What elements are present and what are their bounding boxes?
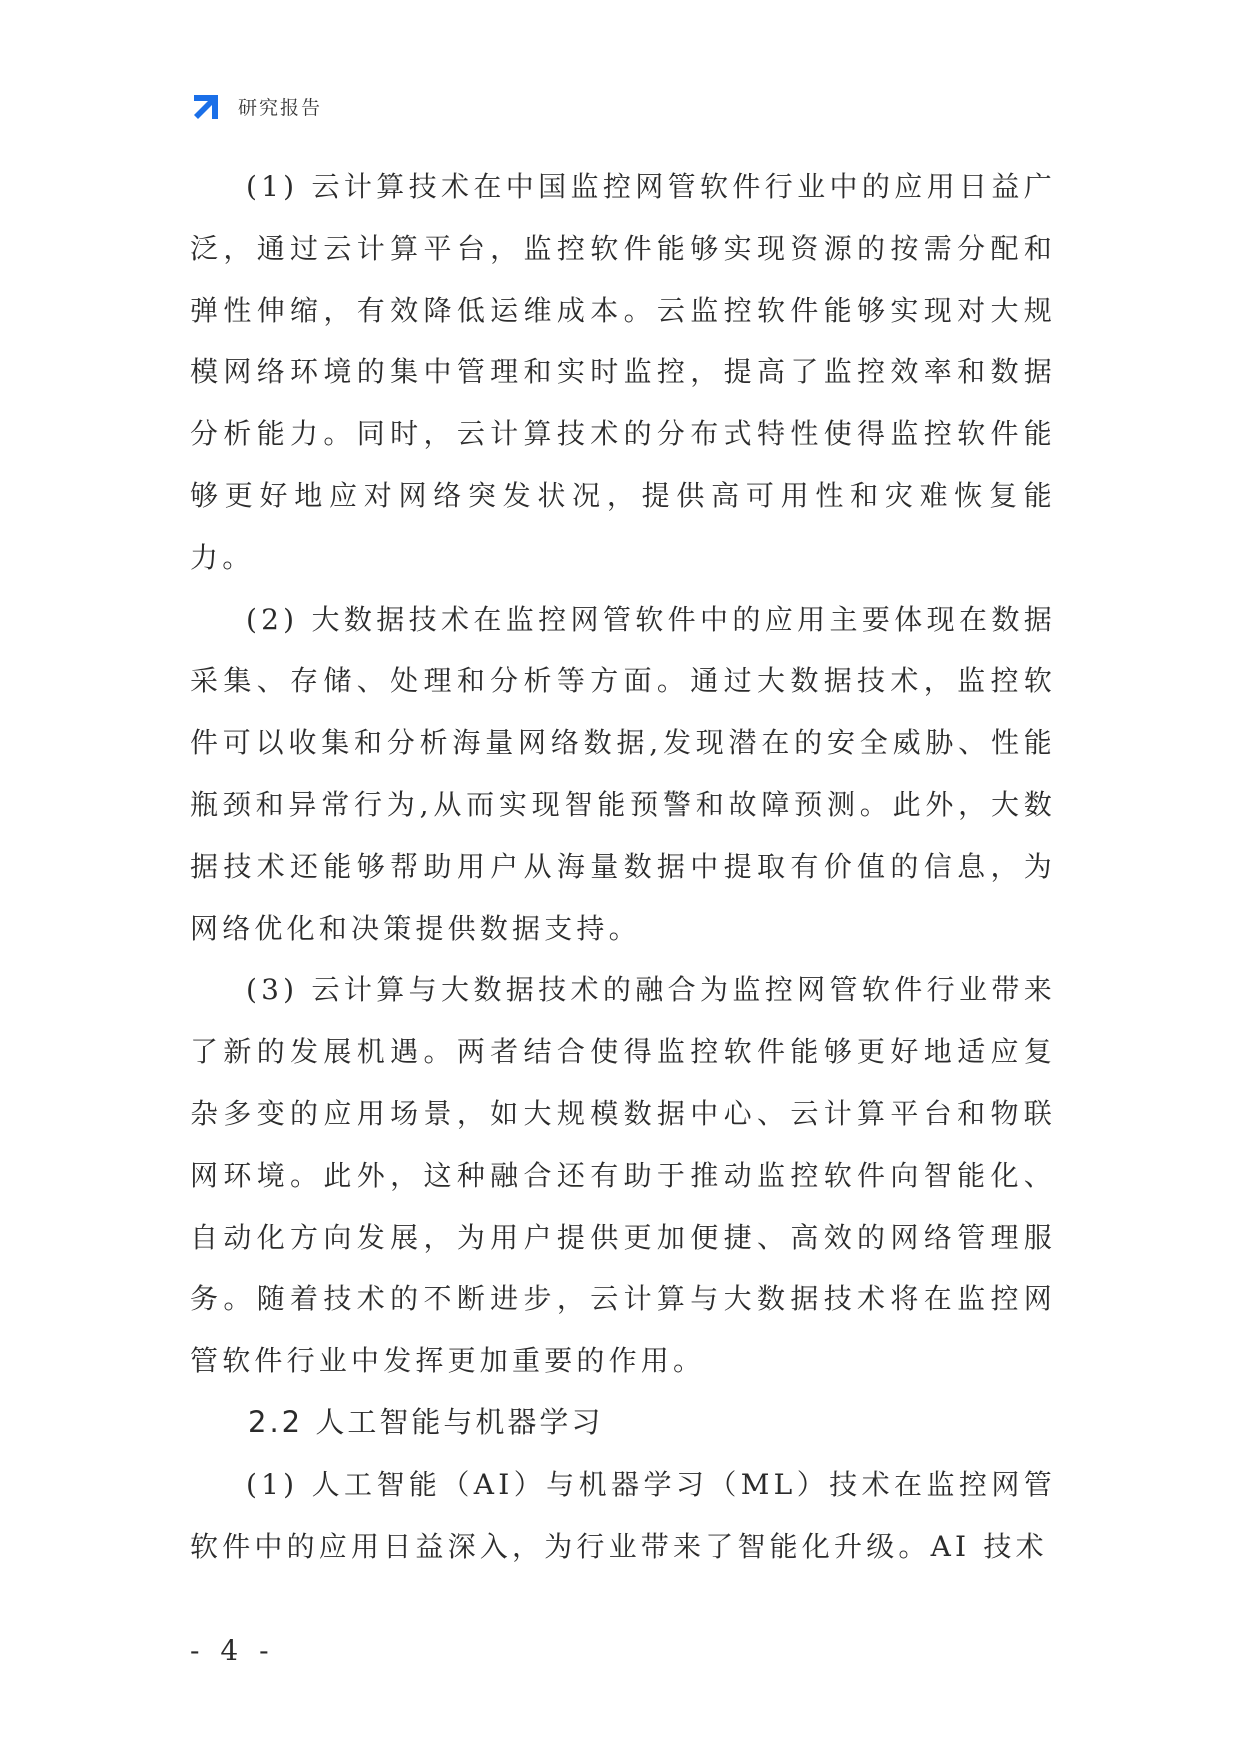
- report-header: [190, 88, 322, 124]
- paragraph-cloud-computing: (1) 云计算技术在中国监控网管软件行业中的应用日益广泛，通过云计算平台，监控软件能够实现资源的按需分配和弹性伸缩，有效降低运维成本。云监控软件能够实现对大规模网络环境的集中管理和实时监控，提高了监控效率和数据分析能力。同时，云计算技术的分布式特性使得监控软件能够更好地应对网络突发状况，提供高可用性和灾难恢复能力。: [190, 170, 1056, 574]
- arrow-up-right-icon: [190, 89, 224, 123]
- paragraph-big-data: (2) 大数据技术在监控网管软件中的应用主要体现在数据采集、存储、处理和分析等方面。通过大数据技术，监控软件可以收集和分析海量网络数据,发现潜在的安全威胁、性能瓶颈和异常行为,从而实现智能预警和故障预测。此外，大数据技术还能够帮助用户从海量数据中提取有价值的信息，为网络优化和决策提供数据支持。: [190, 602, 1056, 945]
- document-body: [190, 156, 1056, 1577]
- paragraph-ai-ml: (1) 人工智能（AI）与机器学习（ML）技术在监控网管软件中的应用日益深入，为行业带来了智能化升级。AI 技术: [190, 1467, 1056, 1563]
- section-heading: 2.2 人工智能与机器学习: [248, 1404, 604, 1439]
- header-title: 研究报告: [238, 96, 323, 119]
- paragraph-integration: (3) 云计算与大数据技术的融合为监控网管软件行业带来了新的发展机遇。两者结合使得监控软件能够更好地适应复杂多变的应用场景，如大规模数据中心、云计算平台和物联网环境。此外，这种融合还有助于推动监控软件向智能化、自动化方向发展，为用户提供更加便捷、高效的网络管理服务。随着技术的不断进步，云计算与大数据技术将在监控网管软件行业中发挥更加重要的作用。: [190, 973, 1056, 1378]
- page-number: - 4 -: [190, 1634, 275, 1667]
